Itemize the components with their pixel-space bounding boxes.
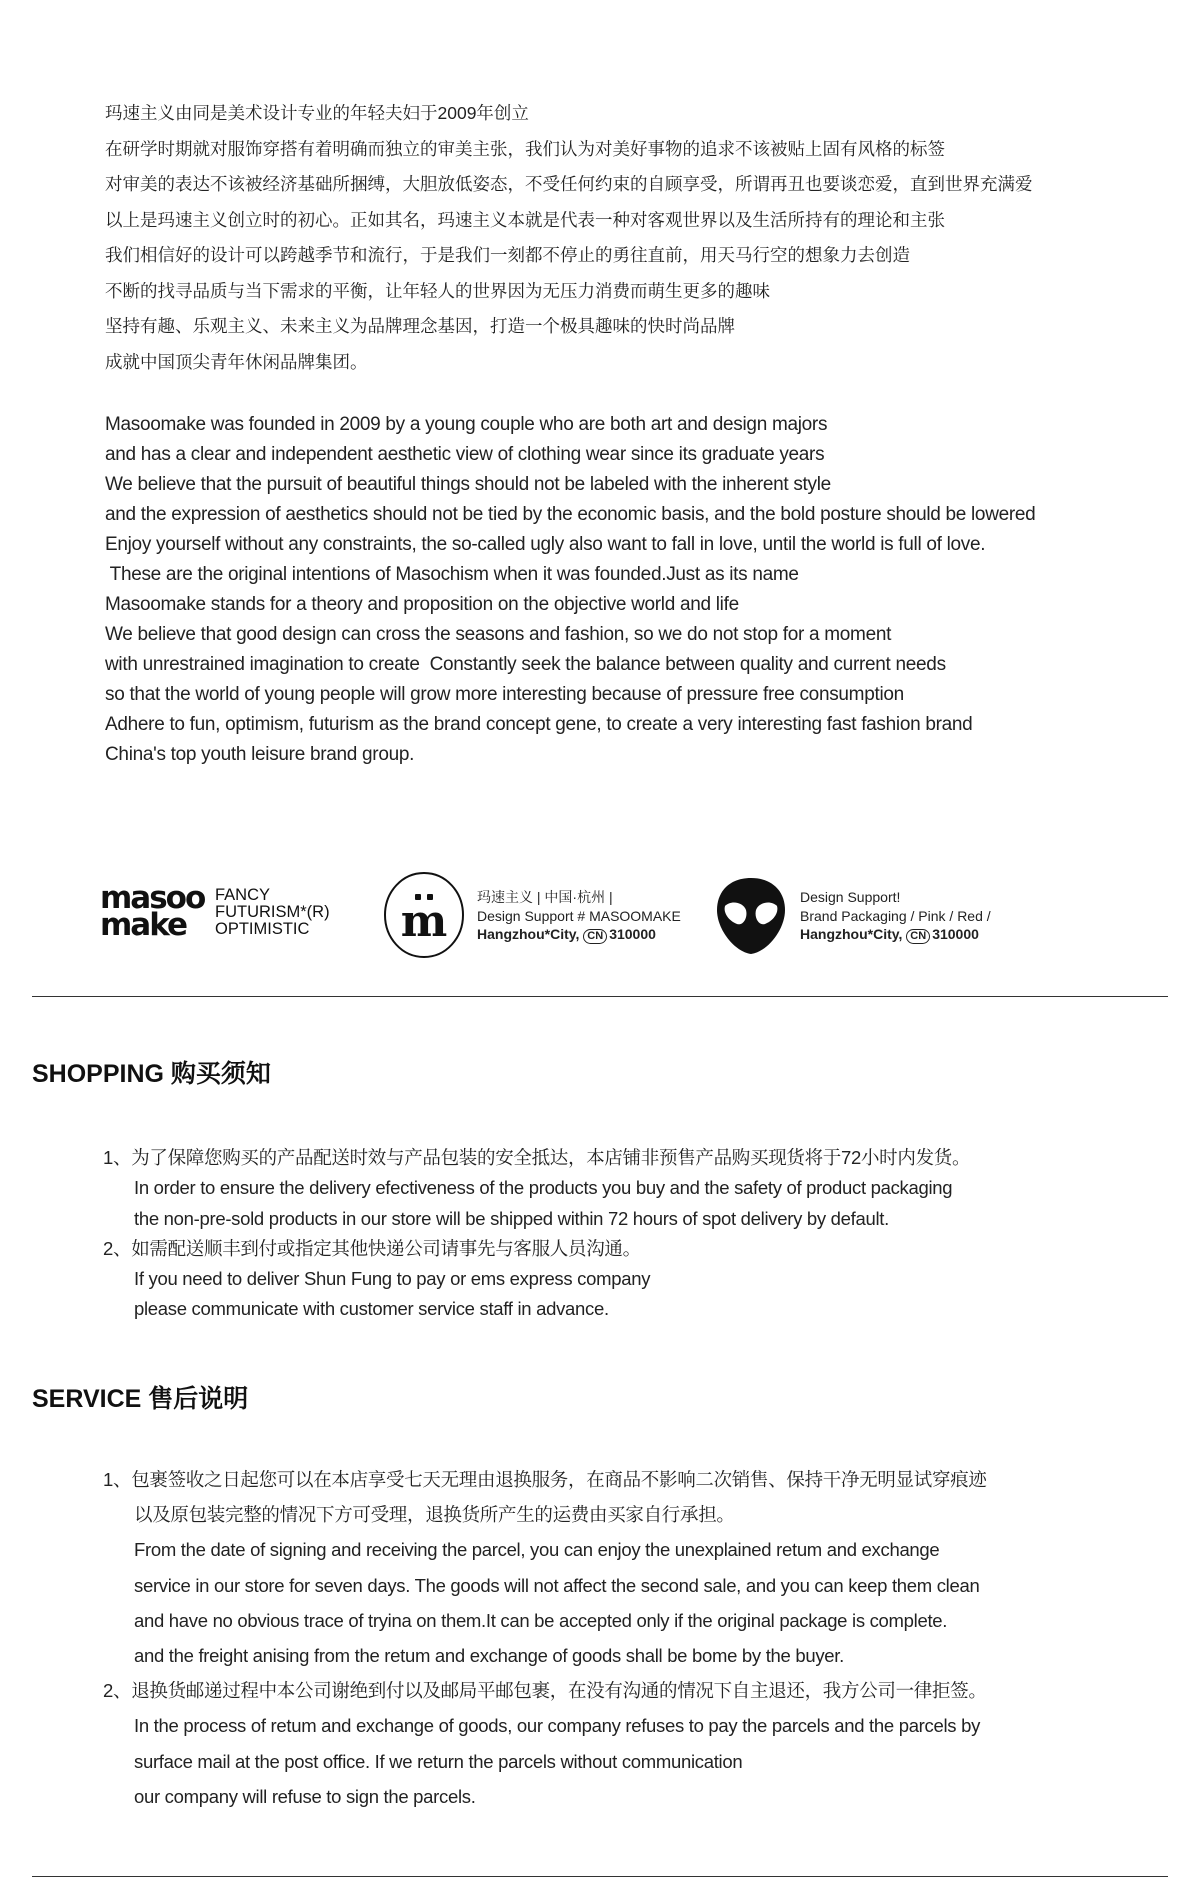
brand-packaging-text [800,888,991,944]
intro-chinese [105,96,1185,380]
shopping-title: SHOPPING 购买须知 [32,1060,271,1088]
shopping-line: 2、如需配送顺丰到付或指定其他快递公司请事先与客服人员沟通。 [103,1237,641,1259]
shopping-notes [103,1143,1183,1325]
intro-en-line: China's top youth leisure brand group. [105,744,415,765]
service-line: 以及原包装完整的情况下方可受理，退换货所产生的运费由买家自行承担。 [134,1504,735,1526]
service-line: surface mail at the post office. If we return the parcels without communication [134,1750,743,1772]
intro-english [105,410,1185,770]
design-support-line1: 玛速主义 | 中国·杭州 | [477,889,613,905]
circle-m-icon [382,870,466,960]
brand-tagline [215,887,330,938]
service-notes [103,1462,1183,1814]
tagline-line: FANCY [215,886,271,904]
intro-cn-line: 对审美的表达不该被经济基础所捆缚，大胆放低姿态，不受任何约束的自顾享受，所谓再丑也要谈恋爱，直到世界充满爱 [105,174,1033,194]
cn-badge: CN [906,929,930,944]
masoomake-wordmark-logo [100,880,330,943]
shopping-line: please communicate with customer service staff in advance. [134,1298,609,1320]
brand-logos-row [100,870,1180,970]
intro-en-line: with unrestrained imagination to create Constantly seek the balance between quality and current needs [105,654,946,675]
service-line: From the date of signing and receiving the parcel, you can enjoy the unexplained retum and exchange [134,1539,940,1561]
service-title: SERVICE 售后说明 [32,1385,249,1413]
wordmark-bottom: make [100,907,187,943]
service-line: service in our store for seven days. The goods will not affect the second sale, and you can keep them clean [134,1574,980,1596]
shopping-line: If you need to deliver Shun Fung to pay or ems express company [134,1268,651,1290]
tagline-line: OPTIMISTIC [215,920,310,938]
intro-en-line: Masoomake stands for a theory and proposition on the objective world and life [105,594,739,615]
intro-cn-line: 以上是玛速主义创立时的初心。正如其名，玛速主义本就是代表一种对客观世界以及生活所持有的理论和主张 [105,209,945,230]
shopping-line: 1、为了保障您购买的产品配送时效与产品包装的安全抵达，本店铺非预售产品购买现货将于72小时内发货。 [103,1147,971,1168]
intro-cn-line: 在研学时期就对服饰穿搭有着明确而独立的审美主张，我们认为对美好事物的追求不该被贴上固有风格的标签 [105,138,945,159]
service-line: 1、包裹签收之日起您可以在本店享受七天无理由退换服务，在商品不影响二次销售、保持干净无明显试穿痕迹 [103,1469,987,1490]
postal-code: 310000 [609,926,656,942]
service-line: our company will refuse to sign the parcels. [134,1785,476,1807]
design-support-text [477,888,681,944]
intro-en-line: We believe that the pursuit of beautiful things should not be labeled with the inherent style [105,474,831,495]
service-line: and have no obvious trace of tryina on them.It can be accepted only if the original package is complete. [134,1609,948,1631]
shopping-line: In order to ensure the delivery efectiveness of the products you buy and the safety of product packaging [134,1177,953,1199]
postal-code: 310000 [932,926,979,942]
section-divider [32,1876,1168,1877]
circle-m-letter: m [400,896,448,947]
intro-en-line: We believe that good design can cross the seasons and fashion, so we do not stop for a moment [105,624,892,645]
intro-cn-line: 我们相信好的设计可以跨越季节和流行，于是我们一刻都不停止的勇往直前，用天马行空的想象力去创造 [105,245,910,265]
service-line: In the process of retum and exchange of goods, our company refuses to pay the parcels and the parcels by [134,1715,981,1737]
intro-cn-line: 玛速主义由同是美术设计专业的年轻夫妇于2009年创立 [105,103,529,123]
alien-head-icon [715,876,787,956]
cn-badge: CN [583,929,607,944]
design-support-line2: Design Support # MASOOMAKE [477,907,681,924]
service-line: and the freight anising from the retum and exchange of goods shall be bome by the buyer. [134,1644,844,1666]
intro-cn-line: 坚持有趣、乐观主义、未来主义为品牌理念基因，打造一个极具趣味的快时尚品牌 [105,316,735,336]
intro-en-line: These are the original intentions of Masochism when it was founded.Just as its name [105,564,799,585]
design-support-line3 [477,925,681,944]
section-divider [32,996,1168,997]
wordmark-top: masoo [100,880,205,916]
intro-cn-line: 不断的找寻品质与当下需求的平衡，让年轻人的世界因为无压力消费而萌生更多的趣味 [105,280,770,301]
city-label: Hangzhou*City, [800,926,903,942]
intro-en-line: and has a clear and independent aesthetic view of clothing wear since its graduate years [105,444,825,465]
intro-en-line: so that the world of young people will grow more interesting because of pressure free consumption [105,684,904,705]
packaging-line1: Design Support! [800,889,901,905]
city-label: Hangzhou*City, [477,926,580,942]
intro-en-line: Masoomake was founded in 2009 by a young couple who are both art and design majors [105,414,828,435]
intro-cn-line: 成就中国顶尖青年休闲品牌集团。 [105,351,368,372]
tagline-line: FUTURISM*(R) [215,903,330,921]
intro-en-line: Enjoy yourself without any constraints, the so-called ugly also want to fall in love, until the world is full of love. [105,534,986,555]
intro-en-line: and the expression of aesthetics should not be tied by the economic basis, and the bold posture should be lowered [105,504,1036,525]
intro-en-line: Adhere to fun, optimism, futurism as the brand concept gene, to create a very interesting fast fashion brand [105,714,973,735]
packaging-line3 [800,925,991,944]
shopping-line: the non-pre-sold products in our store will be shipped within 72 hours of spot delivery by default. [134,1207,889,1229]
packaging-line2: Brand Packaging / Pink / Red / [800,907,991,924]
service-line: 2、退换货邮递过程中本公司谢绝到付以及邮局平邮包裹，在没有沟通的情况下自主退还，我方公司一律拒签。 [103,1680,987,1702]
